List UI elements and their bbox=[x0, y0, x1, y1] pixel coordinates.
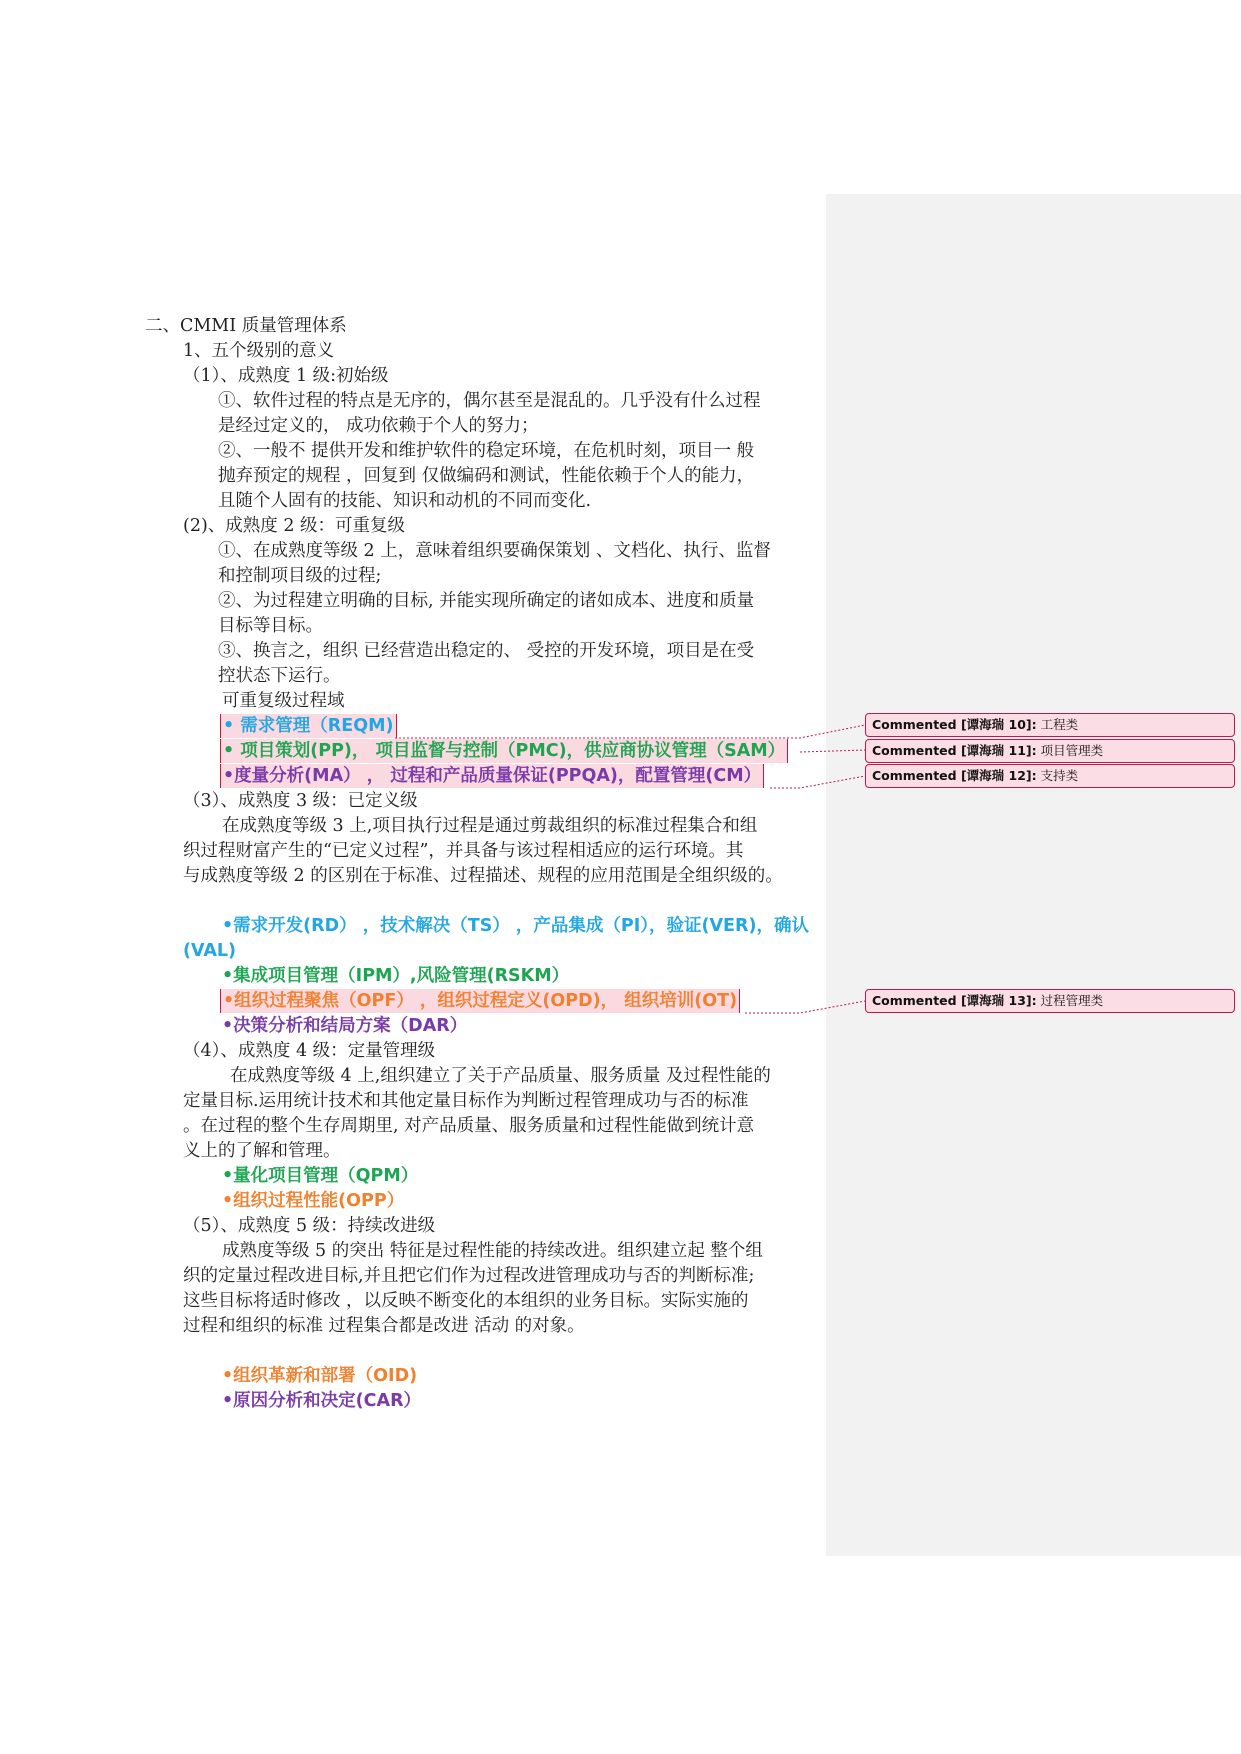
level5-text: 过程和组织的标准 过程集合都是改进 活动 的对象。 bbox=[183, 1316, 585, 1336]
comment-text: 项目管理类 bbox=[1040, 743, 1104, 758]
level2-heading: (2)、成熟度 2 级：可重复级 bbox=[183, 516, 406, 536]
process-area-project-mgmt: •集成项目管理（IPM）,风险管理(RSKM） bbox=[222, 966, 570, 986]
level4-text: 在成熟度等级 4 上,组织建立了关于产品质量、服务质量 及过程性能的 bbox=[230, 1066, 771, 1086]
process-area-project-mgmt: • 项目策划(PP)， 项目监督与控制（PMC)，供应商协议管理（SAM） bbox=[220, 739, 788, 763]
level5-text: 这些目标将适时修改 ，以反映不断变化的本组织的业务目标。实际实施的 bbox=[183, 1291, 749, 1311]
level5-heading: （5）、成熟度 5 级：持续改进级 bbox=[183, 1216, 436, 1236]
comment-box[interactable] bbox=[865, 764, 1235, 788]
process-area-process-mgmt: •组织过程聚焦（OPF） ，组织过程定义(OPD)， 组织培训(OT) bbox=[220, 989, 740, 1013]
process-area-engineering: • 需求管理（REQM) bbox=[220, 714, 397, 738]
level1-text: ①、软件过程的特点是无序的，偶尔甚至是混乱的。几乎没有什么过程 bbox=[218, 391, 761, 411]
level2-text: ①、在成熟度等级 2 上，意味着组织要确保策划 、文档化、执行、监督 bbox=[218, 541, 771, 561]
level1-text: ②、一般不 提供开发和维护软件的稳定环境，在危机时刻，项目一 般 bbox=[218, 441, 755, 461]
comment-box[interactable] bbox=[865, 713, 1235, 737]
level2-text: 目标等目标。 bbox=[218, 616, 323, 636]
level2-text: ②、为过程建立明确的目标, 并能实现所确定的诸如成本、进度和质量 bbox=[218, 591, 755, 611]
subsection-title: 1、五个级别的意义 bbox=[183, 341, 335, 361]
level1-text: 抛弃预定的规程 ，回复到 仅做编码和测试，性能依赖于个人的能力， bbox=[218, 466, 755, 486]
level5-text: 织的定量过程改进目标,并且把它们作为过程改进管理成功与否的判断标准; bbox=[183, 1266, 755, 1286]
level5-text: 成熟度等级 5 的突出 特征是过程性能的持续改进。组织建立起 整个组 bbox=[222, 1241, 763, 1261]
level4-text: 义上的了解和管理。 bbox=[183, 1141, 341, 1161]
level3-text: 织过程财富产生的“已定义过程”，并具备与该过程相适应的运行环境。其 bbox=[183, 841, 744, 861]
level1-text: 是经过定义的， 成功依赖于个人的努力； bbox=[218, 416, 539, 436]
comment-author: Commented [谭海瑞 10]: bbox=[872, 717, 1037, 732]
process-area-process-mgmt: •组织过程性能(OPP） bbox=[222, 1191, 405, 1211]
process-area-label: 可重复级过程域 bbox=[222, 691, 345, 711]
level3-heading: （3）、成熟度 3 级：已定义级 bbox=[183, 791, 418, 811]
level4-text: 定量目标.运用统计技术和其他定量目标作为判断过程管理成功与否的标准 bbox=[183, 1091, 749, 1111]
comment-author: Commented [谭海瑞 13]: bbox=[872, 993, 1037, 1008]
process-area-support: •度量分析(MA） ， 过程和产品质量保证(PPQA)，配置管理(CM） bbox=[220, 764, 764, 788]
level1-heading: （1）、成熟度 1 级:初始级 bbox=[183, 366, 389, 386]
comment-box[interactable] bbox=[865, 989, 1235, 1013]
level3-text: 与成熟度等级 2 的区别在于标准、过程描述、规程的应用范围是全组织级的。 bbox=[183, 866, 783, 886]
level2-text: 控状态下运行。 bbox=[218, 666, 341, 686]
process-area-support: •决策分析和结局方案（DAR） bbox=[222, 1016, 468, 1036]
comment-author: Commented [谭海瑞 11]: bbox=[872, 743, 1037, 758]
process-area-process-mgmt: •组织革新和部署（OID) bbox=[222, 1366, 418, 1386]
comment-text: 过程管理类 bbox=[1040, 993, 1104, 1008]
level3-text: 在成熟度等级 3 上,项目执行过程是通过剪裁组织的标准过程集合和组 bbox=[222, 816, 758, 836]
comment-markup-pane bbox=[826, 194, 1241, 1556]
process-area-engineering: (VAL) bbox=[183, 941, 237, 961]
process-area-project-mgmt: •量化项目管理（QPM） bbox=[222, 1166, 419, 1186]
level2-text: 和控制项目级的过程; bbox=[218, 566, 382, 586]
process-area-support: •原因分析和决定(CAR） bbox=[222, 1391, 422, 1411]
level1-text: 且随个人固有的技能、知识和动机的不同而变化. bbox=[218, 491, 592, 511]
process-area-engineering: •需求开发(RD） ，技术解决（TS） ，产品集成（PI），验证(VER)，确认 bbox=[222, 916, 809, 936]
level2-text: ③、换言之，组织 已经营造出稳定的、 受控的开发环境，项目是在受 bbox=[218, 641, 755, 661]
comment-author: Commented [谭海瑞 12]: bbox=[872, 768, 1037, 783]
comment-text: 工程类 bbox=[1040, 717, 1079, 732]
comment-text: 支持类 bbox=[1040, 768, 1079, 783]
comment-box[interactable] bbox=[865, 739, 1235, 763]
level4-heading: （4）、成熟度 4 级：定量管理级 bbox=[183, 1041, 436, 1061]
section-title: 二、CMMI 质量管理体系 bbox=[145, 316, 347, 336]
level4-text: 。在过程的整个生存周期里, 对产品质量、服务质量和过程性能做到统计意 bbox=[183, 1116, 755, 1136]
